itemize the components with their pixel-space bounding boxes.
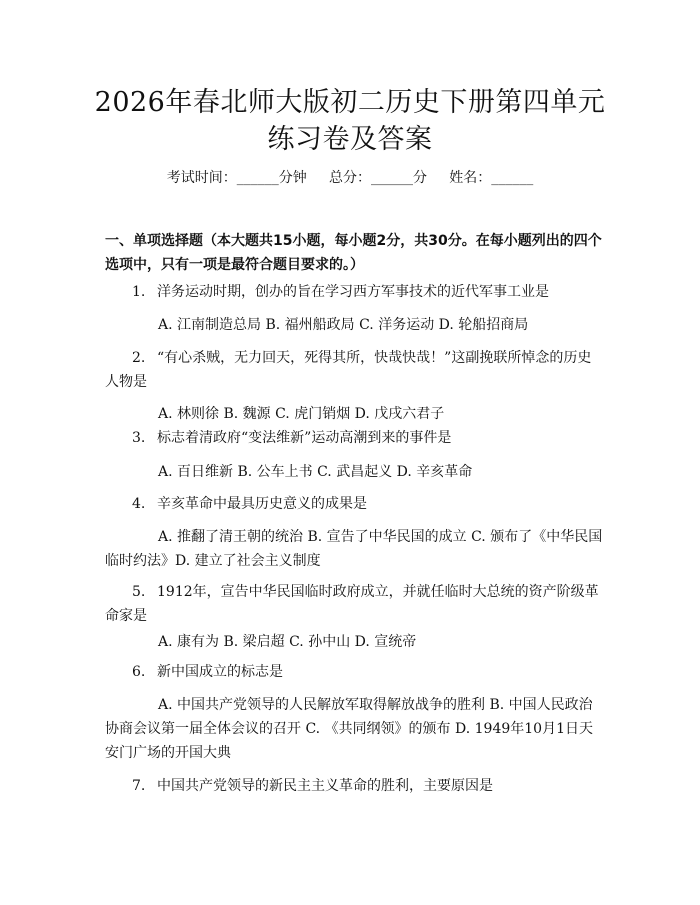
question-number: 2. <box>132 350 146 366</box>
section-heading: 一、单项选择题（本大题共15小题，每小题2分，共30分。在每小题列出的四个选项中，只有一项是最符合题目要求的。） <box>105 233 602 273</box>
question-number: 5. <box>132 584 146 600</box>
question-text: 新中国成立的标志是 <box>157 664 283 680</box>
question-6 <box>105 660 605 684</box>
question-text: 辛亥革命中最具历史意义的成果是 <box>157 496 367 512</box>
question-number: 3. <box>132 430 146 446</box>
question-number: 1. <box>132 284 146 300</box>
question-text: “有心杀贼，无力回天，死得其所，快哉快哉！”这副挽联所悼念的历史人物是 <box>105 350 592 390</box>
question-7 <box>105 774 605 798</box>
question-text: 洋务运动时期，创办的旨在学习西方军事技术的近代军事工业是 <box>157 284 549 300</box>
question-2 <box>105 346 605 394</box>
question-4-options: A. 推翻了清王朝的统治 B. 宣告了中华民国的成立 C. 颁布了《中华民国临时约法》D. 建立了社会主义制度 <box>105 529 603 569</box>
question-4 <box>105 492 605 516</box>
question-number: 4. <box>132 496 146 512</box>
question-1-options: A. 江南制造总局 B. 福州船政局 C. 洋务运动 D. 轮船招商局 <box>158 317 529 333</box>
question-2-options: A. 林则徐 B. 魏源 C. 虎门销烟 D. 戊戌六君子 <box>158 406 445 422</box>
question-5 <box>105 580 605 628</box>
question-number: 7. <box>132 778 146 794</box>
question-6-options: A. 中国共产党领导的人民解放军取得解放战争的胜利 B. 中国人民政治协商会议第一届全体会议的召开 C. 《共同纲领》的颁布 D. 1949年10月1日天安门广场的开国大典 <box>105 697 593 761</box>
question-text: 中国共产党领导的新民主主义革命的胜利，主要原因是 <box>157 778 493 794</box>
question-3-options: A. 百日维新 B. 公车上书 C. 武昌起义 D. 辛亥革命 <box>158 464 473 480</box>
exam-info-line: 考试时间：______分钟 总分：______分 姓名：______ <box>166 170 534 186</box>
question-text: 标志着清政府“变法维新”运动高潮到来的事件是 <box>157 430 452 446</box>
question-3 <box>105 426 605 450</box>
question-1 <box>105 280 605 304</box>
question-text: 1912年，宣告中华民国临时政府成立，并就任临时大总统的资产阶级革命家是 <box>105 584 599 624</box>
question-5-options: A. 康有为 B. 梁启超 C. 孙中山 D. 宣统帝 <box>158 634 417 650</box>
document-title: 2026年春北师大版初二历史下册第四单元练习卷及答案 <box>94 87 606 155</box>
question-number: 6. <box>132 664 146 680</box>
